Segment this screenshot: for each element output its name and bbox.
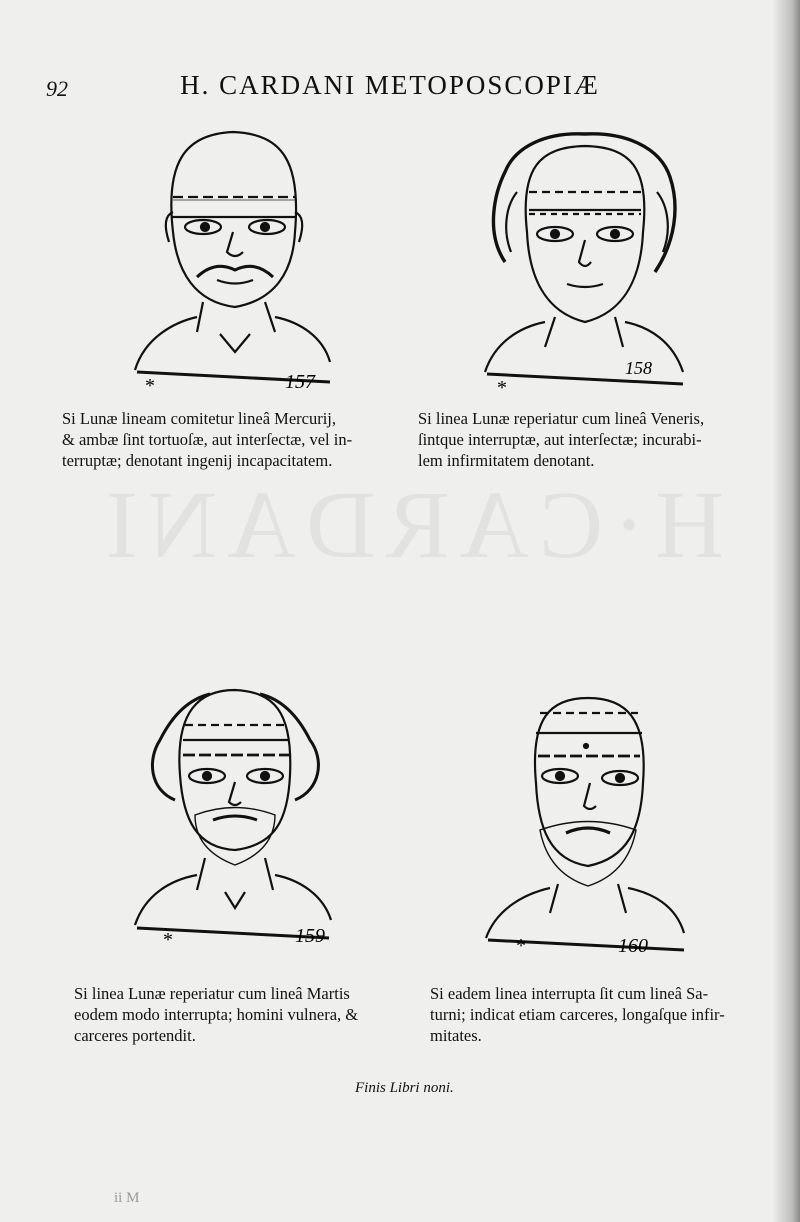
face-illustration-160: [478, 688, 698, 958]
figure-159: [125, 680, 345, 950]
figure-mark-157: *: [145, 375, 155, 392]
face-illustration-158: [475, 122, 695, 392]
figure-mark-159: *: [163, 929, 173, 950]
figure-mark-160: *: [516, 935, 526, 957]
show-through-text: H·CARDANI: [95, 471, 725, 578]
figure-number-160: 160: [618, 935, 648, 957]
page-number: 92: [46, 76, 68, 101]
signature-mark: ii M: [114, 1190, 140, 1206]
figure-number-158: 158: [625, 358, 652, 378]
caption-158: Si linea Lunæ reperiatur cum lineâ Veneris, ſintque interruptæ, aut interſectæ; incurabi- lem infirmitatem denotant.: [418, 409, 705, 470]
figure-number-159: 159: [295, 925, 325, 947]
caption-157: Si Lunæ lineam comitetur lineâ Mercurij, & ambæ ſint tortuoſæ, aut interſectæ, vel in- terruptæ; denotant ingenij incapacitatem.: [62, 409, 353, 470]
running-title: H. CARDANI METOPOSCOPIÆ: [180, 70, 600, 100]
caption-159: Si linea Lunæ reperiatur cum lineâ Martis eodem modo interrupta; homini vulnera, & carceres portendit.: [74, 984, 359, 1045]
figure-mark-158: *: [497, 377, 507, 392]
finis-line: Finis Libri noni.: [355, 1080, 454, 1096]
figure-160: [478, 688, 698, 958]
face-illustration-159: [125, 680, 345, 950]
page-edge-shadow: [774, 0, 800, 1222]
figure-157: [125, 122, 345, 392]
figure-158: [475, 122, 695, 392]
caption-160: Si eadem linea interrupta ſit cum lineâ Sa- turni; indicat etiam carceres, longaſque infir- mitates.: [430, 984, 725, 1045]
figure-number-157: 157: [285, 371, 315, 392]
face-illustration-157: [125, 122, 345, 392]
